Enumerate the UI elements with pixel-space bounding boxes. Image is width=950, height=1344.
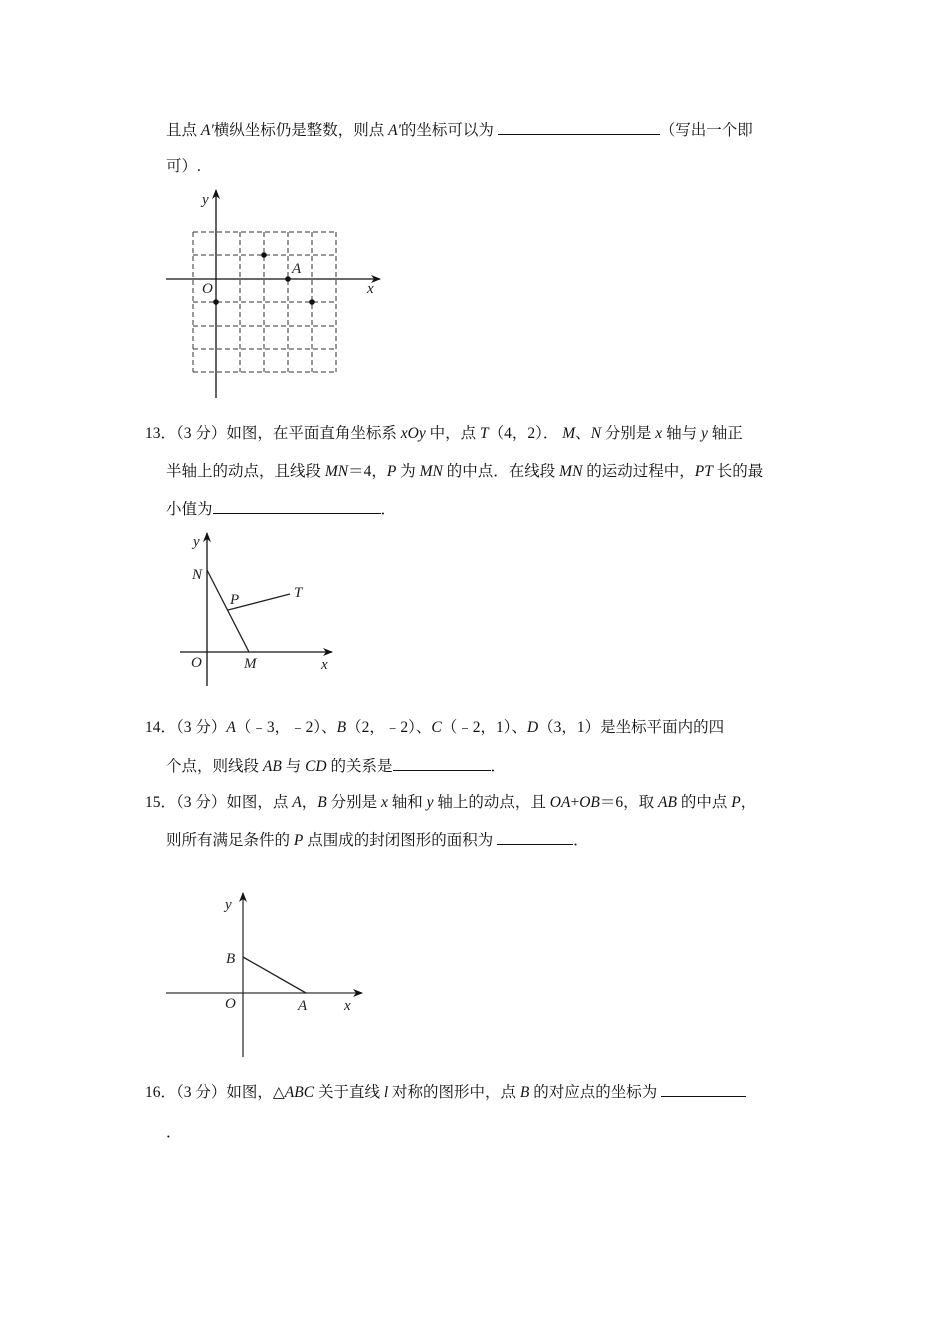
math-variable: MN <box>559 463 583 480</box>
text-run: ． <box>166 1124 182 1141</box>
text-run: + <box>570 794 580 811</box>
math-variable: PT <box>694 463 713 480</box>
text-run: 中，点 <box>425 425 480 442</box>
text-run: 轴和 <box>387 794 427 811</box>
text-run: ． <box>573 832 589 849</box>
text-run: 16．（3 分）如图，△ <box>145 1084 285 1101</box>
text-run: 13．（3 分）如图，在平面直角坐标系 <box>145 425 401 442</box>
math-variable: MN <box>324 463 349 480</box>
math-variable: C <box>431 719 442 736</box>
text-run: 点围成的封闭图形的面积为 <box>303 832 498 849</box>
math-variable: OB <box>579 794 600 811</box>
math-variable: OA <box>549 794 571 811</box>
text-run: 的中点．在线段 <box>442 463 560 480</box>
math-variable: AB <box>658 794 677 811</box>
ab-figure <box>166 893 362 1057</box>
math-variable: N <box>590 425 602 442</box>
grid-point <box>213 299 219 305</box>
text-run: 半轴上的动点，且线段 <box>166 463 325 480</box>
math-variable: P <box>386 463 397 480</box>
p-label: P <box>230 592 240 608</box>
text-run: （4，2）． <box>488 425 563 442</box>
grid-figure <box>166 190 380 398</box>
math-variable: P <box>293 832 304 849</box>
text-run: 轴与 <box>662 425 701 442</box>
text-run: 分别是 <box>601 425 656 442</box>
text-run: 小值为 <box>166 501 213 518</box>
y-label: y <box>202 192 209 208</box>
text-run: （﹣3，﹣2）、 <box>235 719 337 736</box>
point-a <box>285 276 291 282</box>
n-label: N <box>192 567 203 583</box>
a-label: A <box>298 998 308 1014</box>
text-run: （写出一个即 <box>659 122 753 139</box>
text-run: 的中点 <box>676 794 732 811</box>
text-run: （2，﹣2）、 <box>346 719 432 736</box>
math-variable: M <box>562 425 576 442</box>
math-variable: y <box>700 425 708 442</box>
t-label: T <box>294 585 303 601</box>
x-label: x <box>344 998 351 1014</box>
text-run: （﹣2，1）、 <box>441 719 527 736</box>
y-label: y <box>193 534 200 550</box>
math-variable: P <box>731 794 741 811</box>
text-run: ＝4， <box>348 463 387 480</box>
text-run: ＝6，取 <box>599 794 659 811</box>
text-run: 14．（3 分） <box>145 719 227 736</box>
text-run: （3，1）是坐标平面内的四 <box>538 719 725 736</box>
math-variable: CD <box>305 758 327 775</box>
text-run: 的运动过程中， <box>582 463 695 480</box>
text-run: 且点 <box>166 122 201 139</box>
text-run: 可）. <box>166 158 201 175</box>
math-variable: x <box>380 794 388 811</box>
text-run: 轴上的动点，且 <box>433 794 550 811</box>
math-variable: xOy <box>400 425 426 442</box>
text-run: 的关系是 <box>326 758 393 775</box>
m-label: M <box>244 656 257 672</box>
origin-label: O <box>191 655 202 671</box>
b-label: B <box>226 951 236 967</box>
text-run: 轴正 <box>707 425 743 442</box>
text-run: 分别是 <box>326 794 381 811</box>
text-run: 长的最 <box>712 463 764 480</box>
text-run: ． <box>490 758 507 775</box>
text-run: 关于直线 <box>314 1084 384 1101</box>
text-run: 的坐标可以为 <box>400 122 498 139</box>
text-run: 对称的图形中，点 <box>388 1084 520 1101</box>
a-label: A <box>292 261 302 277</box>
origin-label: O <box>225 996 236 1012</box>
text-run: 为 <box>396 463 420 480</box>
math-variable: AB <box>262 758 282 775</box>
math-variable: MN <box>419 463 443 480</box>
text-run: 横纵坐标仍是整数，则点 <box>213 122 389 139</box>
text-run: ， <box>740 794 757 811</box>
math-variable: B <box>336 719 347 736</box>
text-run: 、 <box>575 425 591 442</box>
math-variable: D <box>526 719 539 736</box>
math-variable: x <box>655 425 663 442</box>
text-run: ， <box>301 794 318 811</box>
y-label: y <box>225 897 232 913</box>
text-run: 个点，则线段 <box>166 758 263 775</box>
text-run: ． <box>380 501 397 518</box>
math-variable: A' <box>388 122 401 139</box>
text-run: 则所有满足条件的 <box>166 832 294 849</box>
segment-mn <box>207 570 249 652</box>
math-variable: A' <box>200 122 214 139</box>
grid-point <box>309 299 315 305</box>
math-variable: B <box>519 1084 530 1101</box>
math-variable: ABC <box>284 1084 315 1101</box>
text-run: 的对应点的坐标为 <box>529 1084 662 1101</box>
math-variable: T <box>479 425 489 442</box>
grid-point <box>261 252 267 258</box>
math-variable: l <box>383 1084 389 1101</box>
origin-label: O <box>202 281 213 297</box>
segment-ab <box>243 957 306 993</box>
math-variable: A <box>226 719 236 736</box>
mn-figure <box>180 533 332 686</box>
math-variable: B <box>317 794 327 811</box>
x-label: x <box>367 281 374 297</box>
math-variable: A <box>292 794 302 811</box>
text-run: 与 <box>281 758 306 775</box>
text-run: 15．（3 分）如图，点 <box>145 794 293 811</box>
x-label: x <box>321 657 328 673</box>
math-variable: y <box>426 794 434 811</box>
